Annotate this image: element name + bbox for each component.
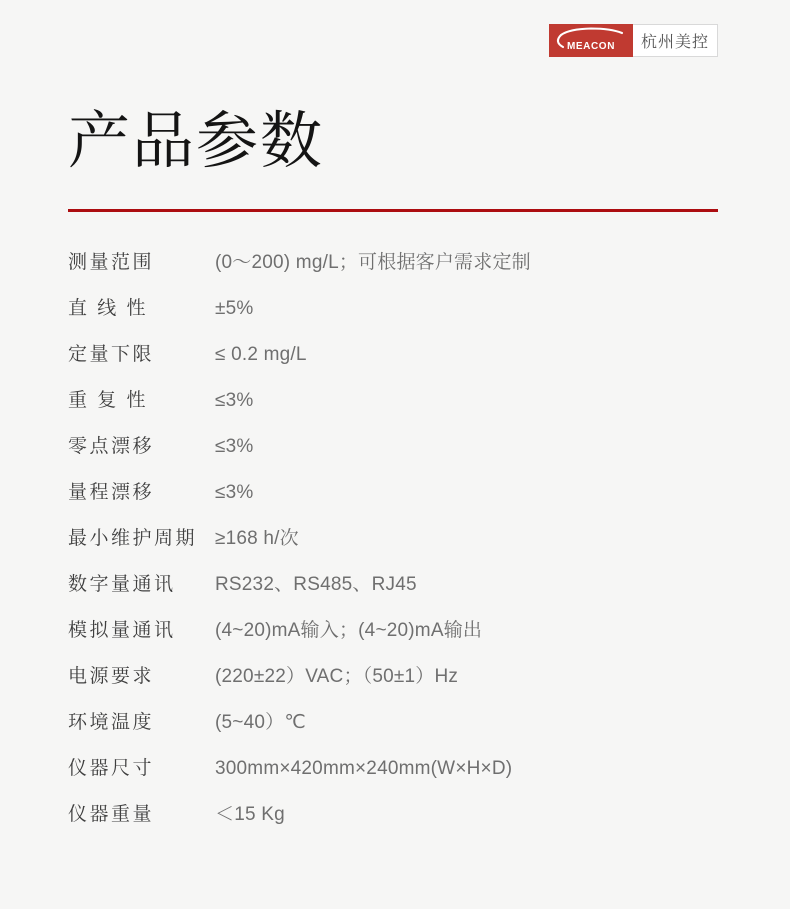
param-label: 模拟量通讯 bbox=[68, 620, 176, 641]
parameter-row bbox=[68, 296, 718, 322]
param-label: 零点漂移 bbox=[68, 436, 155, 457]
param-value: RS232、RS485、RJ45 bbox=[215, 574, 417, 595]
page-title: 产品参数 bbox=[68, 107, 325, 176]
parameter-row bbox=[68, 664, 718, 690]
parameter-row bbox=[68, 710, 718, 736]
meacon-logo-block bbox=[549, 24, 633, 57]
param-label: 环境温度 bbox=[68, 712, 155, 733]
param-value: 300mm×420mm×240mm(W×H×D) bbox=[215, 758, 513, 779]
parameter-row bbox=[68, 250, 718, 276]
logo-brand-text: MEACON bbox=[566, 41, 616, 52]
param-label: 仪器尺寸 bbox=[68, 758, 155, 779]
parameter-list bbox=[68, 250, 718, 828]
param-label: 直 线 性 bbox=[68, 298, 149, 319]
company-name-text: 杭州美控 bbox=[640, 34, 709, 51]
parameter-row bbox=[68, 618, 718, 644]
title-divider-line bbox=[68, 209, 718, 212]
param-label: 量程漂移 bbox=[68, 482, 155, 503]
param-label: 重 复 性 bbox=[68, 390, 149, 411]
param-value: ≤3% bbox=[215, 482, 254, 503]
param-value: (5~40）℃ bbox=[215, 712, 306, 733]
param-label: 数字量通讯 bbox=[68, 574, 176, 595]
param-label: 最小维护周期 bbox=[68, 528, 198, 549]
param-value: ≤ 0.2 mg/L bbox=[215, 344, 307, 365]
parameter-row bbox=[68, 756, 718, 782]
parameter-row bbox=[68, 342, 718, 368]
parameter-row bbox=[68, 526, 718, 552]
parameter-row bbox=[68, 388, 718, 414]
brand-logo bbox=[549, 24, 718, 57]
param-value: ≥168 h/次 bbox=[215, 528, 299, 549]
parameter-row bbox=[68, 480, 718, 506]
param-label: 测量范围 bbox=[68, 252, 155, 273]
param-value: ≤3% bbox=[215, 390, 254, 411]
param-label: 定量下限 bbox=[68, 344, 155, 365]
parameter-row bbox=[68, 572, 718, 598]
param-label: 电源要求 bbox=[68, 666, 155, 687]
param-value: (220±22）VAC；（50±1）Hz bbox=[215, 666, 459, 687]
param-value: (0～200) mg/L；可根据客户需求定制 bbox=[215, 252, 531, 273]
param-label: 仪器重量 bbox=[68, 804, 155, 825]
param-value: ±5% bbox=[215, 298, 254, 319]
parameter-row bbox=[68, 434, 718, 460]
param-value: ≤3% bbox=[215, 436, 254, 457]
company-name-block bbox=[633, 24, 718, 57]
parameter-row bbox=[68, 802, 718, 828]
param-value: ＜15 Kg bbox=[215, 804, 285, 825]
param-value: (4~20)mA输入；(4~20)mA输出 bbox=[215, 620, 483, 641]
